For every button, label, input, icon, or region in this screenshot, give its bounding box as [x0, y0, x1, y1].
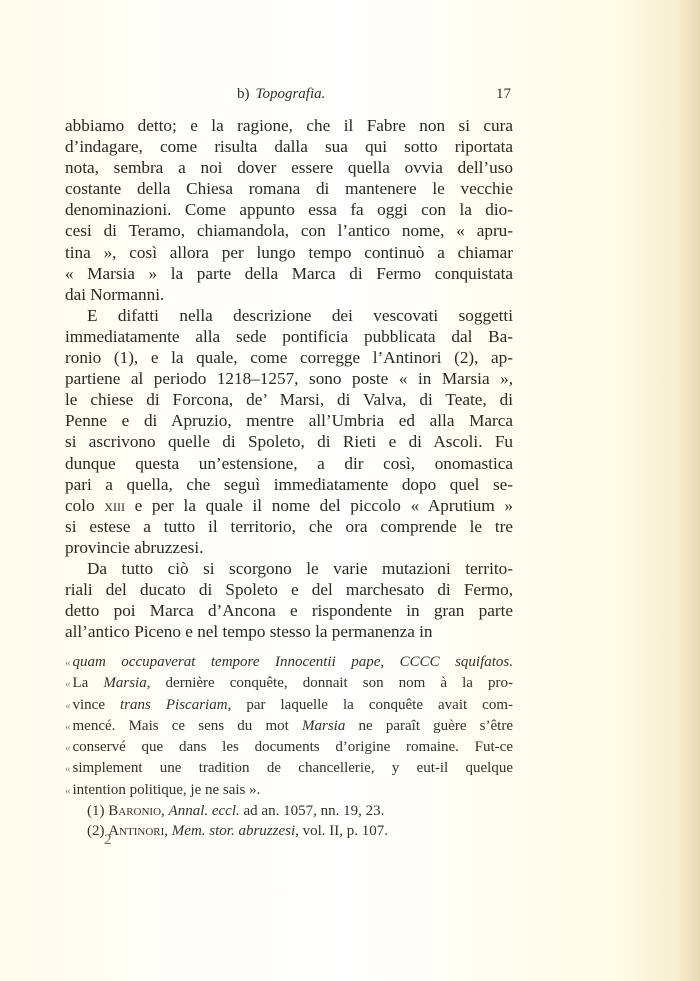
- section-label: b): [237, 86, 250, 102]
- text-line: pari a quella, che seguì immediatamente dopo quel se-: [65, 474, 513, 494]
- quote-mark: «: [65, 742, 71, 755]
- quote-mark: «: [65, 657, 71, 669]
- quote-mark: «: [65, 699, 71, 712]
- text-line: Da tutto ciò si scorgono le varie mutazioni territo-: [87, 558, 513, 578]
- text-line: abbiamo detto; e la ragione, che il Fabre non si cura: [65, 116, 513, 135]
- quote-mark: «: [65, 678, 71, 691]
- footnote-quote-line: « intention politique, je ne sais ».: [65, 781, 261, 798]
- text-line: d’indagare, come risulta dalla sua qui sotto riportata: [65, 137, 513, 157]
- running-head: [237, 86, 517, 103]
- text-line: colo xiii e per la quale il nome del piccolo « Aprutium »: [65, 495, 513, 515]
- footnote-quote-line: « conservé que dans les documents d’origine romaine. Fut-ce: [65, 739, 513, 756]
- text-line: E difatti nella descrizione dei vescovati soggetti: [87, 305, 513, 325]
- footnote-reference: (2) Antinori, Mem. stor. abruzzesi, vol. II, p. 107.: [87, 823, 389, 840]
- text-line: partiene al periodo 1218–1257, sono poste « in Marsia »,: [65, 369, 513, 389]
- text-line: tina », così allora per lungo tempo continuò a chiamar: [65, 242, 513, 262]
- text-line: riali del ducato di Spoleto e del marchesato di Fermo,: [65, 580, 513, 600]
- text-line: dunque questa un’estensione, a dir così, onomastica: [65, 453, 513, 473]
- footnote-quote-line: « quam occupaverat tempore Innocentii pape, CCCC squifatos.: [65, 654, 513, 670]
- section-title: Topografia.: [255, 86, 326, 102]
- text-line: Penne e di Apruzio, mentre all’Umbria ed alla Marca: [65, 411, 513, 431]
- footnote-quote-line: « mencé. Mais ce sens du mot Marsia ne paraît guère s’être: [65, 717, 513, 734]
- footnote-quote-line: « simplement une tradition de chancellerie, y eut-il quelque: [65, 760, 513, 777]
- text-line: le chiese di Forcona, de’ Marsi, di Valva, di Teate, di: [65, 390, 513, 410]
- text-line: immediatamente alla sede pontificia pubblicata dal Ba-: [65, 326, 513, 346]
- quote-mark: «: [65, 784, 71, 797]
- footnote-quote-line: « La Marsia, dernière conquête, donnait son nom à la pro-: [65, 675, 513, 692]
- text-line: denominazioni. Come appunto essa fa oggi con la dio-: [65, 200, 513, 220]
- footnotes: [65, 652, 513, 842]
- text-line: « Marsia » la parte della Marca di Fermo conquistata: [65, 263, 513, 283]
- text-line: nota, sembra a noi dover essere quella ovvia dell’uso: [65, 158, 513, 178]
- footnote-reference: (1) Baronio, Annal. eccl. ad an. 1057, nn. 19, 23.: [87, 803, 385, 820]
- quote-mark: «: [65, 720, 71, 733]
- main-text: [65, 115, 513, 642]
- quote-mark: «: [65, 763, 71, 776]
- text-line: dai Normanni.: [65, 284, 165, 304]
- text-line: detto poi Marca d’Ancona e rispondente in gran parte: [65, 601, 513, 621]
- page-number: 17: [496, 86, 511, 102]
- signature-mark: 2: [104, 832, 112, 848]
- text-line: costante della Chiesa romana di mantenere le vecchie: [65, 179, 513, 199]
- text-line: cesi di Teramo, chiamandola, con l’antico nome, « apru-: [65, 221, 513, 241]
- text-line: si estese a tutto il territorio, che ora comprende le tre: [65, 516, 513, 536]
- text-line: ronio (1), e la quale, come corregge l’Antinori (2), ap-: [65, 348, 513, 368]
- footnote-quote-line: « vince trans Piscariam, par laquelle la conquête avait com-: [65, 696, 513, 713]
- text-line: all’antico Piceno e nel tempo stesso la permanenza in: [65, 622, 433, 642]
- text-line: provincie abruzzesi.: [65, 537, 204, 557]
- text-line: si ascrivono quelle di Spoleto, di Rieti e di Ascoli. Fu: [65, 432, 513, 452]
